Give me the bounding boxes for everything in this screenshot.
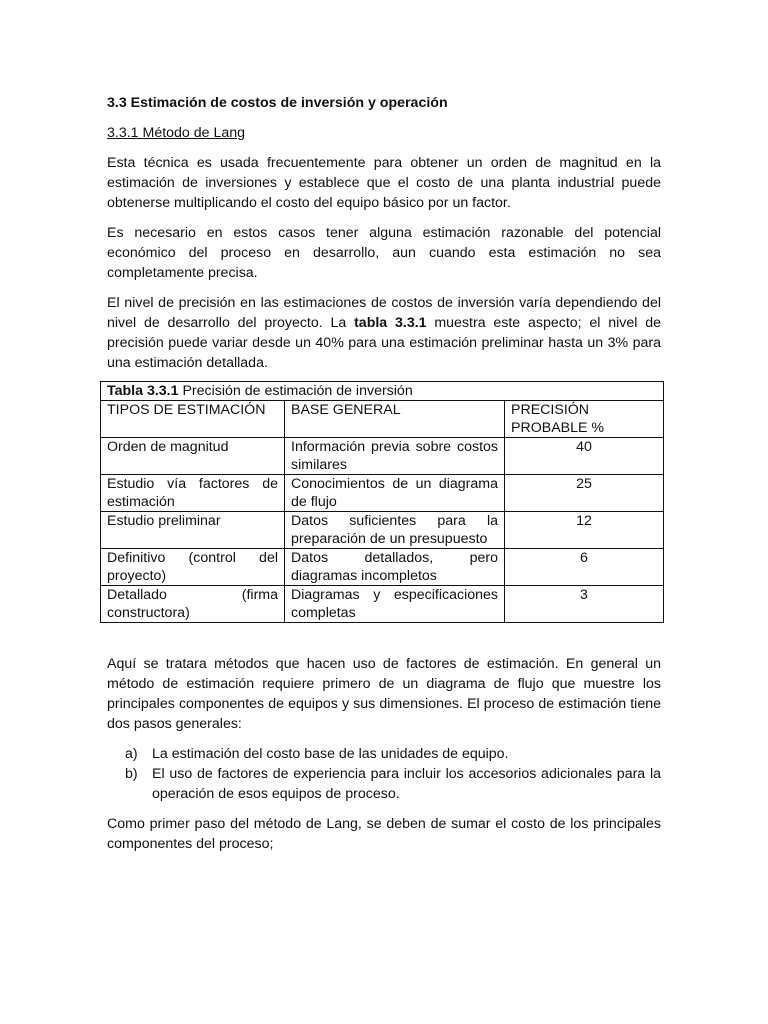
paragraph-methods: Aquí se tratara métodos que hacen uso de factores de estimación. En general un método de estimación requiere primero de un diagrama de flujo que muestre los principales componentes de equipos y sus dimensiones. El proceso de estimación tiene dos pasos generales:: [107, 656, 661, 732]
cell-tipo: Estudio vía factores de estimación: [101, 475, 285, 512]
header-tipos: TIPOS DE ESTIMACIÓN: [101, 401, 285, 438]
paragraph-intro: Esta técnica es usada frecuentemente para obtener un orden de magnitud en la estimación de inversiones y establece que el costo de una planta industrial puede obtenerse multiplicando el costo del equipo básico por un factor.: [107, 155, 661, 211]
table-row: [101, 586, 664, 623]
table-row: [101, 512, 664, 549]
paragraph-potential: Es necesario en estos casos tener alguna estimación razonable del potencial económico del proceso en desarrollo, aun cuando esta estimación no sea completamente precisa.: [107, 225, 661, 281]
list-marker: a): [125, 746, 138, 762]
paragraph-precision-start: El nivel de precisión en las estimaciones de costos de inversión varía dependiendo del nivel de desarrollo del proyecto. La: [107, 295, 661, 331]
cell-precision: 25: [505, 475, 664, 512]
cell-tipo: Definitivo (control del proyecto): [101, 549, 285, 586]
table-caption-row: [101, 382, 664, 401]
cell-tipo: Orden de magnitud: [101, 438, 285, 475]
paragraph-precision-end: muestra este aspecto; el nivel de precisión puede variar desde un 40% para una estimación preliminar hasta un 3% para una estimación detallada.: [107, 315, 661, 371]
table-row: [101, 438, 664, 475]
paragraph-precision: [107, 293, 661, 373]
cell-base: Datos suficientes para la preparación de un presupuesto: [285, 512, 505, 549]
cell-base: Diagramas y especificaciones completas: [285, 586, 505, 623]
list-item-text: La estimación del costo base de las unidades de equipo.: [152, 746, 509, 762]
section-heading: 3.3 Estimación de costos de inversión y operación: [107, 95, 448, 111]
list-marker: b): [125, 766, 138, 782]
cell-precision: 12: [505, 512, 664, 549]
cell-tipo: Detallado (firma constructora): [101, 586, 285, 623]
steps-list: [107, 744, 661, 804]
list-item-text: El uso de factores de experiencia para incluir los accesorios adicionales para la operación de esos equipos de proceso.: [152, 766, 661, 802]
cell-base: Conocimientos de un diagrama de flujo: [285, 475, 505, 512]
document-content: [107, 93, 661, 864]
table-caption: [101, 382, 664, 401]
cell-precision: 3: [505, 586, 664, 623]
cell-precision: 6: [505, 549, 664, 586]
table-row: [101, 475, 664, 512]
table-reference: tabla 3.3.1: [354, 315, 427, 331]
list-item: [107, 744, 661, 764]
header-base: BASE GENERAL: [285, 401, 505, 438]
table-header-row: [101, 401, 664, 438]
table-row: [101, 549, 664, 586]
header-precision: PRECISIÓN PROBABLE %: [505, 401, 664, 438]
table-caption-label: Tabla 3.3.1: [107, 383, 179, 399]
precision-table: [100, 381, 664, 623]
cell-base: Datos detallados, pero diagramas incompletos: [285, 549, 505, 586]
cell-tipo: Estudio preliminar: [101, 512, 285, 549]
list-item: [107, 764, 661, 804]
paragraph-lang-first-step: Como primer paso del método de Lang, se deben de sumar el costo de los principales componentes del proceso;: [107, 816, 661, 852]
subsection-heading: 3.3.1 Método de Lang: [107, 125, 246, 141]
cell-precision: 40: [505, 438, 664, 475]
cell-base: Información previa sobre costos similares: [285, 438, 505, 475]
table-caption-text: Precisión de estimación de inversión: [178, 383, 413, 399]
